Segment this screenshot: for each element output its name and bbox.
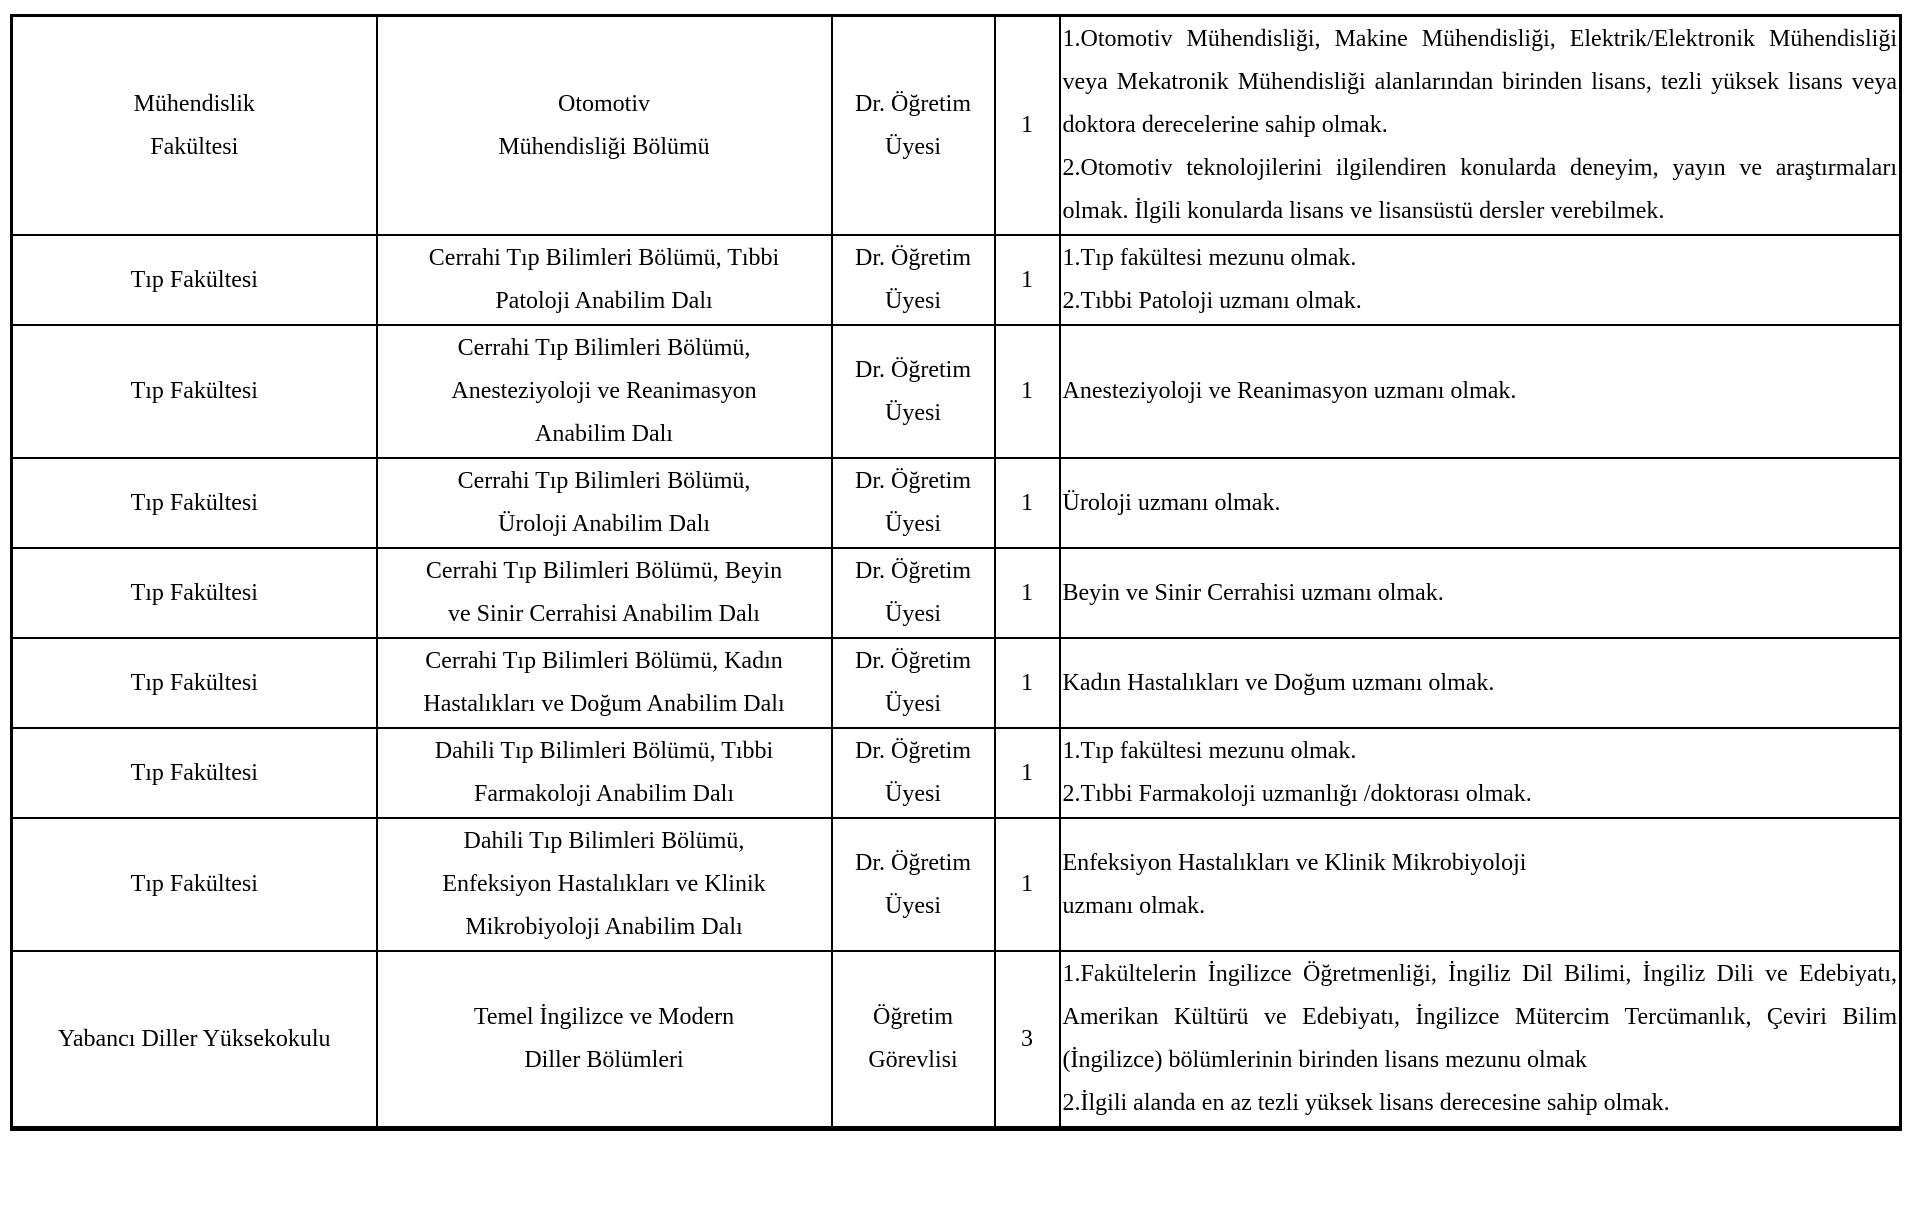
department-line: Cerrahi Tıp Bilimleri Bölümü, — [457, 468, 751, 494]
department-line: Mikrobiyoloji Anabilim Dalı — [465, 914, 743, 940]
table-row — [12, 16, 1901, 236]
count-cell — [995, 818, 1060, 951]
faculty-line: Tıp Fakültesi — [130, 489, 258, 516]
faculty-cell — [12, 235, 377, 325]
requirements-cell — [1060, 548, 1901, 638]
faculty-line: Tıp Fakültesi — [130, 579, 258, 606]
requirements-line: 1.Tıp fakültesi mezunu olmak. — [1062, 245, 1357, 271]
faculty-cell — [12, 638, 377, 728]
count-cell — [995, 951, 1060, 1129]
count-line: 1 — [1021, 579, 1033, 606]
department-line: Hastalıkları ve Doğum Anabilim Dalı — [423, 691, 785, 717]
count-line: 1 — [1021, 112, 1033, 138]
title-line: Üyesi — [885, 892, 941, 919]
position-title-cell — [832, 458, 995, 548]
department-cell — [377, 728, 832, 818]
faculty-cell — [12, 548, 377, 638]
department-line: Cerrahi Tıp Bilimleri Bölümü, Beyin — [425, 558, 783, 584]
faculty-cell — [12, 818, 377, 951]
faculty-line: Fakültesi — [150, 133, 239, 160]
faculty-line: Yabancı Diller Yüksekokulu — [57, 1025, 331, 1052]
count-cell — [995, 16, 1060, 236]
count-line: 1 — [1021, 266, 1033, 293]
requirements-cell — [1060, 235, 1901, 325]
title-line: Dr. Öğretim — [855, 849, 971, 876]
position-title-cell — [832, 235, 995, 325]
department-line: Dahili Tıp Bilimleri Bölümü, — [463, 828, 745, 854]
department-line: Anabilim Dalı — [535, 421, 673, 447]
requirements-line: uzmanı olmak. — [1062, 892, 1206, 919]
count-cell — [995, 638, 1060, 728]
title-line: Dr. Öğretim — [855, 738, 971, 764]
table-row — [12, 548, 1901, 638]
faculty-cell — [12, 325, 377, 458]
faculty-line: Tıp Fakültesi — [130, 759, 258, 786]
title-line: Üyesi — [885, 399, 941, 426]
department-line: Mühendisliği Bölümü — [498, 133, 710, 160]
title-line: Üyesi — [885, 691, 941, 717]
table-row — [12, 235, 1901, 325]
faculty-line: Mühendislik — [133, 90, 255, 117]
position-title-cell — [832, 638, 995, 728]
requirements-cell — [1060, 638, 1901, 728]
requirements-line: 1.Fakültelerin İngilizce Öğretmenliği, İngiliz Dil Bilimi, İngiliz Dili ve Edebiyatı, Amerikan Kültürü ve Edebiyatı, İngilizce Mütercim Tercümanlık, Çeviri Bilim (İngilizce) bölümlerinin birinden lisans mezunu olmak — [1062, 961, 1897, 1073]
department-cell — [377, 235, 832, 325]
count-line: 1 — [1021, 669, 1033, 696]
department-cell — [377, 548, 832, 638]
department-line: Anesteziyoloji ve Reanimasyon — [451, 378, 757, 404]
requirements-line: Enfeksiyon Hastalıkları ve Klinik Mikrobiyoloji — [1062, 849, 1527, 876]
requirements-line: 2.Otomotiv teknolojilerini ilgilendiren konularda deneyim, yayın ve araştırmaları olmak. İlgili konularda lisans ve lisansüstü dersler verebilmek. — [1062, 155, 1897, 224]
faculty-line: Tıp Fakültesi — [130, 669, 258, 696]
position-title-cell — [832, 951, 995, 1129]
title-line: Üyesi — [885, 781, 941, 807]
requirements-line: Anesteziyoloji ve Reanimasyon uzmanı olmak. — [1062, 378, 1517, 404]
table-row — [12, 951, 1901, 1129]
count-cell — [995, 458, 1060, 548]
count-cell — [995, 235, 1060, 325]
requirements-line: 2.Tıbbi Farmakoloji uzmanlığı /doktorası olmak. — [1062, 781, 1532, 807]
faculty-cell — [12, 16, 377, 236]
title-line: Üyesi — [885, 133, 941, 160]
department-cell — [377, 818, 832, 951]
table-row — [12, 818, 1901, 951]
department-line: Otomotiv — [557, 90, 650, 117]
department-line: ve Sinir Cerrahisi Anabilim Dalı — [448, 601, 760, 627]
title-line: Dr. Öğretim — [855, 90, 971, 117]
faculty-line: Tıp Fakültesi — [130, 871, 258, 897]
department-line: Üroloji Anabilim Dalı — [498, 511, 710, 537]
count-line: 1 — [1021, 759, 1033, 786]
department-line: Cerrahi Tıp Bilimleri Bölümü, Kadın — [425, 648, 783, 674]
requirements-line: 1.Tıp fakültesi mezunu olmak. — [1062, 738, 1357, 764]
position-title-cell — [832, 818, 995, 951]
department-line: Temel İngilizce ve Modern — [473, 1004, 735, 1030]
requirements-line: Üroloji uzmanı olmak. — [1062, 489, 1281, 516]
count-line: 3 — [1021, 1025, 1033, 1052]
count-cell — [995, 728, 1060, 818]
department-cell — [377, 325, 832, 458]
positions-table — [10, 14, 1902, 1131]
department-line: Cerrahi Tıp Bilimleri Bölümü, Tıbbi — [428, 245, 780, 271]
requirements-line: Beyin ve Sinir Cerrahisi uzmanı olmak. — [1062, 579, 1444, 606]
requirements-cell — [1060, 818, 1901, 951]
faculty-line: Tıp Fakültesi — [130, 378, 258, 404]
faculty-line: Tıp Fakültesi — [130, 266, 258, 293]
faculty-cell — [12, 951, 377, 1129]
count-cell — [995, 548, 1060, 638]
title-line: Dr. Öğretim — [855, 648, 971, 674]
requirements-line: 2.İlgili alanda en az tezli yüksek lisans derecesine sahip olmak. — [1062, 1090, 1670, 1116]
requirements-line: Kadın Hastalıkları ve Doğum uzmanı olmak. — [1062, 669, 1495, 696]
department-line: Dahili Tıp Bilimleri Bölümü, Tıbbi — [434, 738, 774, 764]
requirements-line: 2.Tıbbi Patoloji uzmanı olmak. — [1062, 288, 1362, 314]
title-line: Öğretim — [873, 1004, 953, 1030]
title-line: Dr. Öğretim — [855, 356, 971, 383]
table-row — [12, 638, 1901, 728]
department-line: Enfeksiyon Hastalıkları ve Klinik — [442, 871, 766, 897]
table-row — [12, 458, 1901, 548]
title-line: Dr. Öğretim — [855, 468, 971, 494]
title-line: Dr. Öğretim — [855, 245, 971, 271]
position-title-cell — [832, 325, 995, 458]
table-row — [12, 325, 1901, 458]
requirements-line: 1.Otomotiv Mühendisliği, Makine Mühendisliği, Elektrik/Elektronik Mühendisliği veya Mekatronik Mühendisliği alanlarından birinden lisans, tezli yüksek lisans veya doktora derecelerine sahip olmak. — [1062, 26, 1897, 138]
title-line: Görevlisi — [868, 1047, 958, 1073]
title-line: Üyesi — [885, 601, 941, 627]
position-title-cell — [832, 16, 995, 236]
department-line: Diller Bölümleri — [524, 1047, 684, 1073]
requirements-cell — [1060, 728, 1901, 818]
requirements-cell — [1060, 951, 1901, 1129]
department-cell — [377, 951, 832, 1129]
department-cell — [377, 16, 832, 236]
department-cell — [377, 638, 832, 728]
requirements-cell — [1060, 16, 1901, 236]
count-line: 1 — [1021, 871, 1033, 897]
title-line: Üyesi — [885, 511, 941, 537]
table-body — [12, 16, 1901, 1129]
title-line: Dr. Öğretim — [855, 558, 971, 584]
faculty-cell — [12, 728, 377, 818]
department-line: Patoloji Anabilim Dalı — [495, 288, 713, 314]
position-title-cell — [832, 728, 995, 818]
department-line: Farmakoloji Anabilim Dalı — [474, 781, 734, 807]
department-line: Cerrahi Tıp Bilimleri Bölümü, — [457, 335, 751, 361]
faculty-cell — [12, 458, 377, 548]
count-cell — [995, 325, 1060, 458]
position-title-cell — [832, 548, 995, 638]
table-row — [12, 728, 1901, 818]
count-line: 1 — [1021, 378, 1033, 404]
department-cell — [377, 458, 832, 548]
requirements-cell — [1060, 325, 1901, 458]
title-line: Üyesi — [885, 288, 941, 314]
requirements-cell — [1060, 458, 1901, 548]
count-line: 1 — [1021, 489, 1033, 516]
